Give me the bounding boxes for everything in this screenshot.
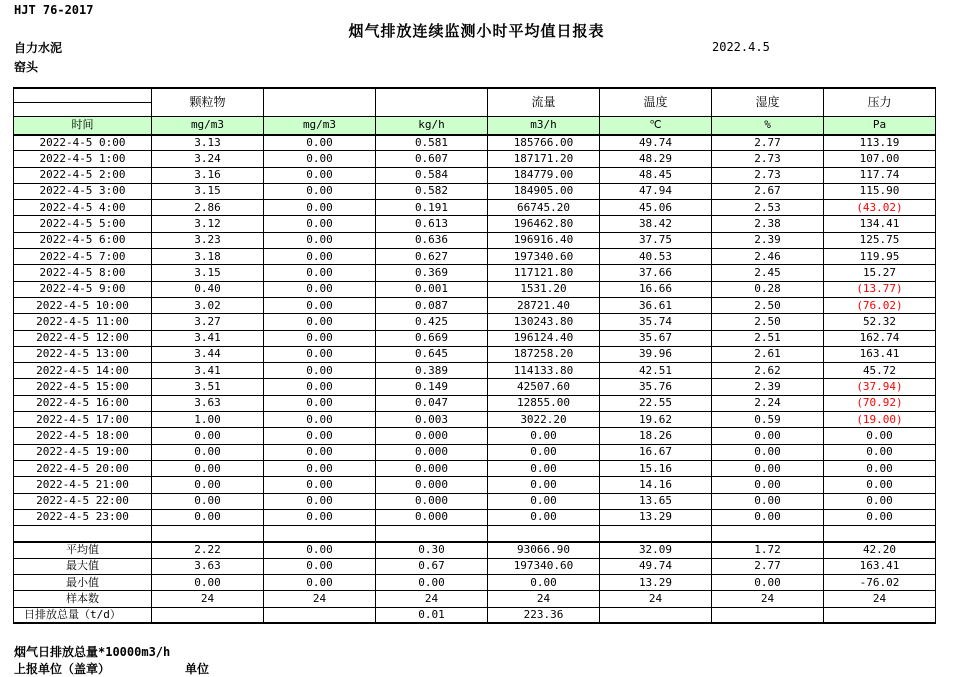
value-cell: 114133.80 — [488, 363, 600, 379]
time-cell: 2022-4-5 23:00 — [14, 509, 152, 525]
value-cell: 0.00 — [488, 460, 600, 476]
summary-value-cell: 24 — [264, 591, 376, 607]
value-cell: 18.26 — [600, 428, 712, 444]
group-header-pm: 颗粒物 — [152, 88, 264, 117]
value-cell: 66745.20 — [488, 200, 600, 216]
value-cell: 3.24 — [152, 151, 264, 167]
summary-label-cell: 最大值 — [14, 558, 152, 574]
value-cell: 119.95 — [824, 249, 936, 265]
value-cell: 0.00 — [488, 509, 600, 525]
time-cell: 2022-4-5 21:00 — [14, 477, 152, 493]
value-cell: 0.000 — [376, 460, 488, 476]
value-cell: 15.16 — [600, 460, 712, 476]
summary-value-cell: 0.00 — [264, 575, 376, 591]
value-cell: 45.72 — [824, 363, 936, 379]
hourly-row — [14, 200, 936, 216]
value-cell: 1.00 — [152, 412, 264, 428]
value-cell: 0.00 — [264, 314, 376, 330]
value-cell: 184779.00 — [488, 167, 600, 183]
value-cell: 0.00 — [264, 363, 376, 379]
hourly-row — [14, 314, 936, 330]
summary-row — [14, 575, 936, 591]
value-cell: 1531.20 — [488, 281, 600, 297]
standard-code: HJT 76-2017 — [14, 3, 94, 17]
value-cell: (37.94) — [824, 379, 936, 395]
value-cell: 0.00 — [264, 183, 376, 199]
summary-value-cell — [824, 607, 936, 623]
value-cell: 2.67 — [712, 183, 824, 199]
time-cell: 2022-4-5 19:00 — [14, 444, 152, 460]
flow-total-note: 烟气日排放总量*10000m3/h — [14, 645, 171, 659]
value-cell: 162.74 — [824, 330, 936, 346]
value-cell: 0.00 — [152, 444, 264, 460]
value-cell: 0.59 — [712, 412, 824, 428]
value-cell: 0.00 — [152, 493, 264, 509]
time-cell: 2022-4-5 8:00 — [14, 265, 152, 281]
value-cell: 0.28 — [712, 281, 824, 297]
value-cell: (76.02) — [824, 297, 936, 313]
value-cell: (19.00) — [824, 412, 936, 428]
value-cell: 2.39 — [712, 232, 824, 248]
summary-value-cell: 163.41 — [824, 558, 936, 574]
value-cell: 47.94 — [600, 183, 712, 199]
report-date: 2022.4.5 — [712, 40, 770, 54]
value-cell: 0.00 — [488, 444, 600, 460]
value-cell: 42507.60 — [488, 379, 600, 395]
hourly-row — [14, 477, 936, 493]
value-cell: 0.00 — [264, 412, 376, 428]
report-table-container — [13, 87, 936, 624]
value-cell: 134.41 — [824, 216, 936, 232]
value-cell: 0.00 — [824, 493, 936, 509]
value-cell: 3.63 — [152, 395, 264, 411]
value-cell: 48.45 — [600, 167, 712, 183]
report-table — [13, 87, 936, 624]
value-cell: 3.44 — [152, 346, 264, 362]
summary-value-cell: 13.29 — [600, 575, 712, 591]
value-cell: 13.65 — [600, 493, 712, 509]
time-cell: 2022-4-5 14:00 — [14, 363, 152, 379]
value-cell: 3.41 — [152, 363, 264, 379]
value-cell: 184905.00 — [488, 183, 600, 199]
value-cell: 0.00 — [712, 477, 824, 493]
value-cell: 0.00 — [712, 444, 824, 460]
summary-value-cell: 223.36 — [488, 607, 600, 623]
hourly-row — [14, 232, 936, 248]
summary-value-cell: 197340.60 — [488, 558, 600, 574]
value-cell: 163.41 — [824, 346, 936, 362]
time-cell: 2022-4-5 12:00 — [14, 330, 152, 346]
hourly-row — [14, 412, 936, 428]
unit-label: 单位 — [185, 662, 210, 676]
value-cell: 22.55 — [600, 395, 712, 411]
value-cell: 0.40 — [152, 281, 264, 297]
value-cell: 2.73 — [712, 167, 824, 183]
value-cell: 0.00 — [712, 509, 824, 525]
value-cell: 3.18 — [152, 249, 264, 265]
summary-value-cell — [264, 607, 376, 623]
unit-header-cell: kg/h — [376, 117, 488, 135]
value-cell: 3.51 — [152, 379, 264, 395]
value-cell: 185766.00 — [488, 135, 600, 151]
value-cell: 35.74 — [600, 314, 712, 330]
value-cell: 0.00 — [264, 379, 376, 395]
value-cell: 45.06 — [600, 200, 712, 216]
summary-label-cell: 最小值 — [14, 575, 152, 591]
group-header-flow: 流量 — [488, 88, 600, 117]
summary-value-cell: 24 — [600, 591, 712, 607]
value-cell: 0.00 — [264, 346, 376, 362]
value-cell: 49.74 — [600, 135, 712, 151]
value-cell: 0.00 — [264, 200, 376, 216]
unit-header-cell: mg/m3 — [152, 117, 264, 135]
summary-value-cell: 1.72 — [712, 542, 824, 558]
hourly-row — [14, 167, 936, 183]
value-cell: 2.61 — [712, 346, 824, 362]
value-cell: 0.00 — [264, 460, 376, 476]
time-cell: 2022-4-5 15:00 — [14, 379, 152, 395]
hourly-row — [14, 363, 936, 379]
hourly-row — [14, 346, 936, 362]
value-cell: 0.00 — [264, 265, 376, 281]
summary-value-cell: 2.77 — [712, 558, 824, 574]
summary-row — [14, 542, 936, 558]
value-cell: 187171.20 — [488, 151, 600, 167]
value-cell: 0.047 — [376, 395, 488, 411]
time-cell: 2022-4-5 7:00 — [14, 249, 152, 265]
value-cell: 3.23 — [152, 232, 264, 248]
value-cell: 0.003 — [376, 412, 488, 428]
summary-value-cell: 0.30 — [376, 542, 488, 558]
value-cell: 12855.00 — [488, 395, 600, 411]
value-cell: (70.92) — [824, 395, 936, 411]
value-cell: 38.42 — [600, 216, 712, 232]
summary-value-cell: 24 — [376, 591, 488, 607]
company-name: 自力水泥 — [14, 41, 63, 55]
hourly-row — [14, 395, 936, 411]
value-cell: 0.00 — [824, 444, 936, 460]
value-cell: 117121.80 — [488, 265, 600, 281]
time-header-lower-cell — [14, 103, 151, 116]
time-cell: 2022-4-5 10:00 — [14, 297, 152, 313]
value-cell: 0.613 — [376, 216, 488, 232]
value-cell: 0.00 — [152, 477, 264, 493]
hourly-row — [14, 216, 936, 232]
summary-value-cell: 93066.90 — [488, 542, 600, 558]
value-cell: 0.425 — [376, 314, 488, 330]
value-cell: 42.51 — [600, 363, 712, 379]
summary-value-cell: 49.74 — [600, 558, 712, 574]
summary-value-cell: -76.02 — [824, 575, 936, 591]
summary-value-cell: 0.00 — [152, 575, 264, 591]
value-cell: 0.00 — [264, 395, 376, 411]
page-title: 烟气排放连续监测小时平均值日报表 — [348, 23, 605, 40]
value-cell: 39.96 — [600, 346, 712, 362]
value-cell: 197340.60 — [488, 249, 600, 265]
summary-row — [14, 607, 936, 623]
time-cell: 2022-4-5 9:00 — [14, 281, 152, 297]
value-cell: 0.000 — [376, 444, 488, 460]
summary-value-cell: 24 — [152, 591, 264, 607]
value-cell: 36.61 — [600, 297, 712, 313]
summary-value-cell: 0.00 — [712, 575, 824, 591]
value-cell: 15.27 — [824, 265, 936, 281]
value-cell: 0.389 — [376, 363, 488, 379]
value-cell: 0.00 — [824, 509, 936, 525]
summary-value-cell: 0.67 — [376, 558, 488, 574]
value-cell: 115.90 — [824, 183, 936, 199]
value-cell: 0.582 — [376, 183, 488, 199]
summary-value-cell: 24 — [824, 591, 936, 607]
hourly-rows — [14, 135, 936, 526]
time-cell: 2022-4-5 4:00 — [14, 200, 152, 216]
value-cell: 0.00 — [488, 428, 600, 444]
value-cell: 16.66 — [600, 281, 712, 297]
time-cell: 2022-4-5 0:00 — [14, 135, 152, 151]
value-cell: 19.62 — [600, 412, 712, 428]
value-cell: 3.16 — [152, 167, 264, 183]
value-cell: 3.15 — [152, 265, 264, 281]
time-cell: 2022-4-5 18:00 — [14, 428, 152, 444]
hourly-row — [14, 281, 936, 297]
value-cell: 0.00 — [824, 477, 936, 493]
summary-value-cell: 24 — [712, 591, 824, 607]
value-cell: 2.77 — [712, 135, 824, 151]
summary-label-cell: 平均值 — [14, 542, 152, 558]
value-cell: 0.00 — [152, 428, 264, 444]
summary-value-cell: 2.22 — [152, 542, 264, 558]
value-cell: 3.15 — [152, 183, 264, 199]
value-cell: 0.00 — [264, 281, 376, 297]
value-cell: 0.087 — [376, 297, 488, 313]
value-cell: 0.584 — [376, 167, 488, 183]
time-cell: 2022-4-5 20:00 — [14, 460, 152, 476]
time-header-upper-cell — [14, 89, 151, 103]
value-cell: 0.645 — [376, 346, 488, 362]
summary-label-cell: 样本数 — [14, 591, 152, 607]
value-cell: (13.77) — [824, 281, 936, 297]
value-cell: 3.12 — [152, 216, 264, 232]
value-cell: 3.02 — [152, 297, 264, 313]
hourly-row — [14, 493, 936, 509]
group-header-humidity: 湿度 — [712, 88, 824, 117]
unit-header-cell: m3/h — [488, 117, 600, 135]
value-cell: 0.607 — [376, 151, 488, 167]
value-cell: 35.76 — [600, 379, 712, 395]
group-header-pressure: 压力 — [824, 88, 936, 117]
summary-value-cell: 24 — [488, 591, 600, 607]
value-cell: 3022.20 — [488, 412, 600, 428]
value-cell: 2.62 — [712, 363, 824, 379]
value-cell: 2.45 — [712, 265, 824, 281]
value-cell: 3.13 — [152, 135, 264, 151]
hourly-row — [14, 297, 936, 313]
summary-value-cell: 0.00 — [376, 575, 488, 591]
value-cell: 0.001 — [376, 281, 488, 297]
summary-row — [14, 591, 936, 607]
value-cell: 196916.40 — [488, 232, 600, 248]
time-cell: 2022-4-5 22:00 — [14, 493, 152, 509]
value-cell: 0.00 — [712, 493, 824, 509]
hourly-row — [14, 428, 936, 444]
value-cell: 107.00 — [824, 151, 936, 167]
time-header-split-cell — [14, 88, 152, 117]
unit-header-cell: mg/m3 — [264, 117, 376, 135]
value-cell: 0.000 — [376, 428, 488, 444]
hourly-row — [14, 265, 936, 281]
value-cell: 0.00 — [264, 509, 376, 525]
value-cell: 130243.80 — [488, 314, 600, 330]
unit-header-cell: % — [712, 117, 824, 135]
value-cell: 125.75 — [824, 232, 936, 248]
summary-value-cell: 3.63 — [152, 558, 264, 574]
value-cell: 2.46 — [712, 249, 824, 265]
hourly-row — [14, 379, 936, 395]
hourly-row — [14, 509, 936, 525]
summary-value-cell: 32.09 — [600, 542, 712, 558]
value-cell: 40.53 — [600, 249, 712, 265]
summary-value-cell: 0.00 — [264, 542, 376, 558]
value-cell: 2.53 — [712, 200, 824, 216]
hourly-row — [14, 444, 936, 460]
group-header-row — [14, 88, 936, 117]
summary-value-cell — [152, 607, 264, 623]
value-cell: 0.00 — [264, 330, 376, 346]
value-cell: 187258.20 — [488, 346, 600, 362]
time-cell: 2022-4-5 17:00 — [14, 412, 152, 428]
value-cell: 0.00 — [152, 509, 264, 525]
time-column-header: 时间 — [14, 117, 152, 135]
value-cell: 2.24 — [712, 395, 824, 411]
hourly-row — [14, 330, 936, 346]
summary-value-cell — [712, 607, 824, 623]
value-cell: 0.00 — [264, 167, 376, 183]
value-cell: 0.00 — [264, 493, 376, 509]
value-cell: 0.581 — [376, 135, 488, 151]
summary-value-cell: 0.01 — [376, 607, 488, 623]
value-cell: 2.73 — [712, 151, 824, 167]
value-cell: 2.51 — [712, 330, 824, 346]
unit-header-row — [14, 117, 936, 135]
hourly-row — [14, 249, 936, 265]
summary-rows — [14, 542, 936, 623]
unit-header-cell: ℃ — [600, 117, 712, 135]
value-cell: 113.19 — [824, 135, 936, 151]
value-cell: 0.00 — [824, 460, 936, 476]
value-cell: 0.00 — [264, 477, 376, 493]
value-cell: 0.000 — [376, 477, 488, 493]
summary-value-cell: 42.20 — [824, 542, 936, 558]
value-cell: 0.00 — [824, 428, 936, 444]
monitor-location: 窑头 — [14, 60, 39, 74]
value-cell: 37.75 — [600, 232, 712, 248]
time-cell: 2022-4-5 1:00 — [14, 151, 152, 167]
value-cell: 0.00 — [712, 428, 824, 444]
value-cell: 0.00 — [264, 249, 376, 265]
value-cell: 0.191 — [376, 200, 488, 216]
value-cell: 0.00 — [264, 444, 376, 460]
summary-value-cell: 0.00 — [264, 558, 376, 574]
hourly-row — [14, 460, 936, 476]
value-cell: 2.86 — [152, 200, 264, 216]
hourly-row — [14, 151, 936, 167]
group-header-temperature: 温度 — [600, 88, 712, 117]
value-cell: 0.00 — [264, 151, 376, 167]
value-cell: 0.00 — [264, 135, 376, 151]
value-cell: 28721.40 — [488, 297, 600, 313]
summary-value-cell: 0.00 — [488, 575, 600, 591]
value-cell: 117.74 — [824, 167, 936, 183]
value-cell: 3.41 — [152, 330, 264, 346]
hourly-row — [14, 135, 936, 151]
value-cell: 196462.80 — [488, 216, 600, 232]
value-cell: 0.00 — [152, 460, 264, 476]
value-cell: 16.67 — [600, 444, 712, 460]
value-cell: 0.669 — [376, 330, 488, 346]
value-cell: 0.627 — [376, 249, 488, 265]
group-header-blank1 — [264, 88, 376, 117]
value-cell: 35.67 — [600, 330, 712, 346]
value-cell: 0.00 — [488, 477, 600, 493]
summary-label-cell: 日排放总量（t/d） — [14, 607, 152, 623]
hourly-row — [14, 183, 936, 199]
value-cell: (43.02) — [824, 200, 936, 216]
time-cell: 2022-4-5 16:00 — [14, 395, 152, 411]
value-cell: 3.27 — [152, 314, 264, 330]
value-cell: 52.32 — [824, 314, 936, 330]
time-cell: 2022-4-5 3:00 — [14, 183, 152, 199]
value-cell: 0.00 — [264, 232, 376, 248]
time-cell: 2022-4-5 2:00 — [14, 167, 152, 183]
group-header-blank2 — [376, 88, 488, 117]
value-cell: 0.149 — [376, 379, 488, 395]
reporting-unit-label: 上报单位（盖章） — [14, 662, 111, 676]
value-cell: 196124.40 — [488, 330, 600, 346]
value-cell: 0.000 — [376, 493, 488, 509]
time-cell: 2022-4-5 13:00 — [14, 346, 152, 362]
spacer-row — [14, 526, 936, 542]
time-cell: 2022-4-5 5:00 — [14, 216, 152, 232]
value-cell: 0.000 — [376, 509, 488, 525]
value-cell: 0.369 — [376, 265, 488, 281]
value-cell: 37.66 — [600, 265, 712, 281]
value-cell: 13.29 — [600, 509, 712, 525]
value-cell: 2.39 — [712, 379, 824, 395]
value-cell: 0.636 — [376, 232, 488, 248]
time-cell: 2022-4-5 11:00 — [14, 314, 152, 330]
time-cell: 2022-4-5 6:00 — [14, 232, 152, 248]
value-cell: 14.16 — [600, 477, 712, 493]
value-cell: 2.38 — [712, 216, 824, 232]
summary-row — [14, 558, 936, 574]
value-cell: 0.00 — [264, 216, 376, 232]
value-cell: 0.00 — [264, 297, 376, 313]
unit-header-cell: Pa — [824, 117, 936, 135]
summary-value-cell — [600, 607, 712, 623]
value-cell: 2.50 — [712, 314, 824, 330]
value-cell: 0.00 — [488, 493, 600, 509]
value-cell: 0.00 — [712, 460, 824, 476]
value-cell: 0.00 — [264, 428, 376, 444]
value-cell: 48.29 — [600, 151, 712, 167]
value-cell: 2.50 — [712, 297, 824, 313]
